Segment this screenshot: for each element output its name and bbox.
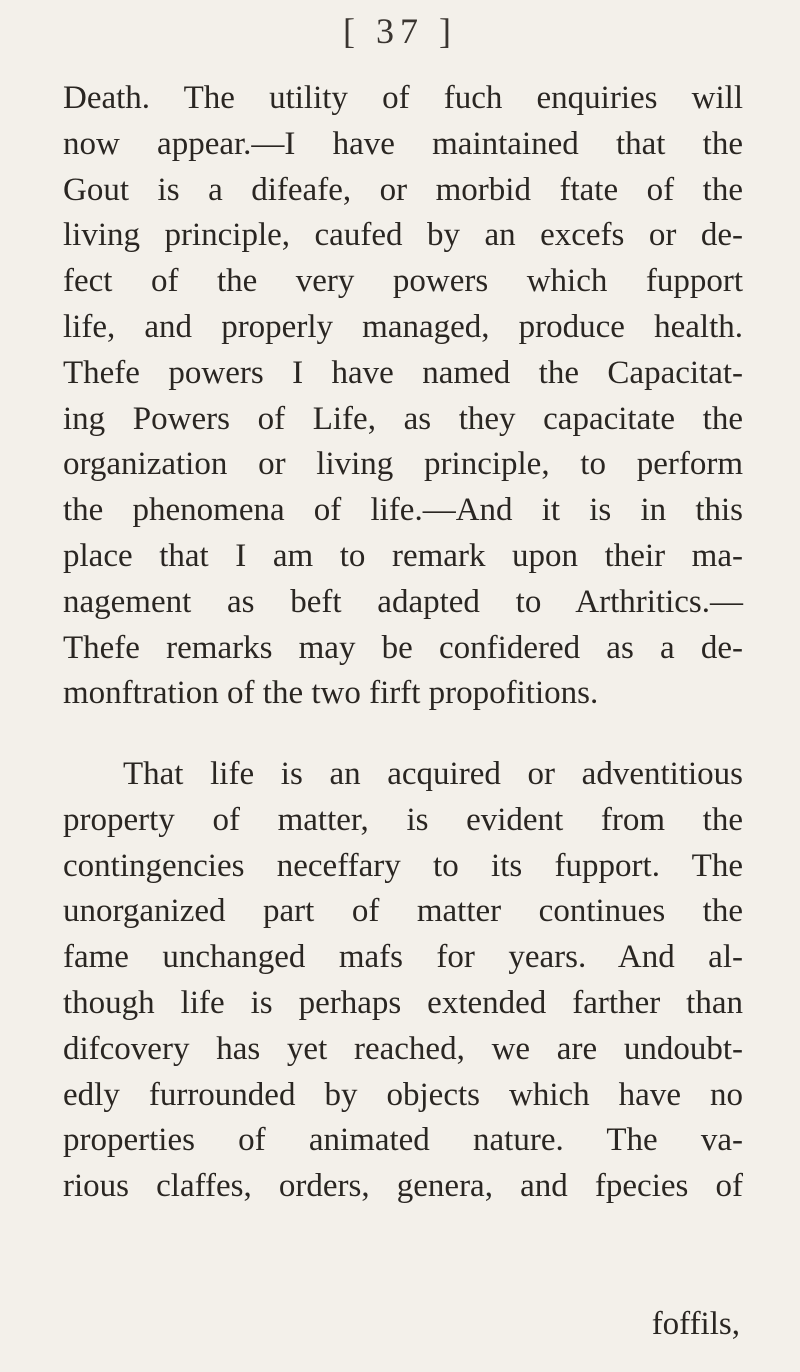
text-line: Thefe powers I have named the Capacitat- <box>63 354 743 391</box>
page-number: [ 37 ] <box>343 11 457 51</box>
text-line: monftration of the two firft propofitions. <box>63 675 599 712</box>
text-line: That life is an acquired or adventitious <box>123 756 743 792</box>
catchword: foffils, <box>651 1306 740 1342</box>
text-line: unorganized part of matter continues the <box>63 893 743 930</box>
text-line: difcovery has yet reached, we are undoubt- <box>63 1030 743 1067</box>
text-line: Gout is a difeafe, or morbid ftate of the <box>63 171 743 208</box>
text-line: nagement as beft adapted to Arthritics.— <box>63 583 743 620</box>
text-line: though life is perhaps extended farther than <box>63 984 743 1021</box>
text-line: the phenomena of life.—And it is in this <box>63 492 743 529</box>
text-line: fect of the very powers which fupport <box>63 263 743 300</box>
text-line: rious claffes, orders, genera, and fpecies of <box>63 1168 743 1205</box>
text-line: fame unchanged mafs for years. And al- <box>63 939 743 976</box>
text-line: living principle, caufed by an excefs or de- <box>63 217 743 254</box>
paragraph-2 <box>63 752 743 1210</box>
text-line: properties of animated nature. The va- <box>63 1122 743 1159</box>
text-line: property of matter, is evident from the <box>63 801 743 838</box>
text-line: organization or living principle, to perform <box>63 446 743 483</box>
text-line: contingencies neceffary to its fupport. The <box>63 847 743 884</box>
text-line: now appear.—I have maintained that the <box>63 125 743 162</box>
text-line: Thefe remarks may be confidered as a de- <box>63 629 743 666</box>
text-line: place that I am to remark upon their ma- <box>63 537 743 574</box>
text-line: edly furrounded by objects which have no <box>63 1076 743 1113</box>
text-line: life, and properly managed, produce health. <box>63 308 743 345</box>
paragraph-1 <box>63 76 743 717</box>
text-line: ing Powers of Life, as they capacitate the <box>63 400 743 437</box>
text-line: Death. The utility of fuch enquiries will <box>63 80 743 116</box>
